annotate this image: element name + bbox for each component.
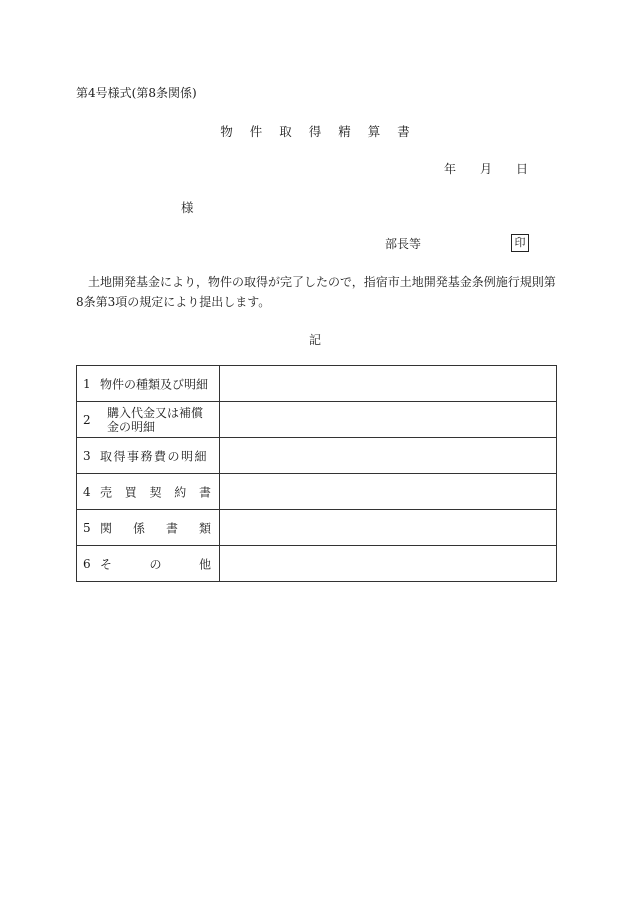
item-label-cell: [77, 474, 220, 510]
table-row: [77, 438, 557, 474]
table-row: [77, 366, 557, 402]
item-value-cell[interactable]: [220, 474, 557, 510]
item-value-cell[interactable]: [220, 510, 557, 546]
item-value-cell[interactable]: [220, 402, 557, 438]
item-value-cell[interactable]: [220, 546, 557, 582]
item-number: 2: [83, 412, 91, 427]
item-value-cell[interactable]: [220, 366, 557, 402]
title-char: 書: [397, 124, 410, 139]
item-label: 購入代金又は補償金の明細: [107, 405, 204, 434]
item-label-char: 書: [165, 521, 178, 535]
seal-mark: 印: [511, 234, 529, 252]
item-number: 5: [83, 520, 91, 535]
table-row: [77, 402, 557, 438]
item-label-char: 関: [100, 521, 113, 535]
item-label-cell: [77, 438, 220, 474]
item-label-cell: [77, 510, 220, 546]
item-value-cell[interactable]: [220, 438, 557, 474]
title-char: 得: [308, 124, 322, 139]
item-label-char: 他: [198, 557, 211, 571]
date-month: 月: [480, 162, 493, 176]
document-title: [0, 122, 630, 140]
item-label-char: の: [149, 557, 162, 571]
title-char: 物: [220, 124, 233, 139]
item-label: [100, 483, 211, 500]
item-label-cell: [77, 402, 220, 438]
title-char: 件: [249, 124, 263, 139]
item-number: 3: [83, 448, 91, 463]
title-char: 取: [279, 124, 292, 139]
item-label-char: 係: [132, 521, 145, 535]
date-year: 年: [444, 162, 457, 176]
title-char: 算: [367, 124, 381, 139]
table-row: [77, 546, 557, 582]
items-table: [76, 365, 557, 582]
item-label-char: 書: [198, 485, 211, 499]
form-number: 第4号様式(第8条関係): [76, 86, 197, 100]
table-row: [77, 510, 557, 546]
item-label: [100, 555, 211, 572]
addressee-suffix: 様: [181, 200, 194, 215]
item-label-char: 契: [149, 485, 162, 499]
body-text: 土地開発基金により，物件の取得が完了したので，指宿市土地開発基金条例施行規則第8条第3項の規定により提出します。: [76, 275, 556, 309]
ki-heading: 記: [308, 333, 321, 347]
item-label: 取得事務費の明細: [100, 449, 209, 463]
item-label-char: 類: [198, 521, 211, 535]
item-label-char: 約: [174, 485, 187, 499]
table-row: [77, 474, 557, 510]
item-number: 1: [83, 376, 91, 391]
item-label-char: 買: [124, 485, 137, 499]
item-label-cell: [77, 546, 220, 582]
sender-title: 部長等: [385, 237, 422, 251]
item-label-cell: [77, 366, 220, 402]
item-label-char: 売: [100, 485, 113, 499]
item-number: 6: [83, 556, 91, 571]
title-char: 精: [338, 124, 351, 139]
date-line: [444, 160, 528, 177]
item-label: 物件の種類及び明細: [100, 377, 209, 391]
date-day: 日: [516, 162, 529, 176]
item-number: 4: [83, 484, 91, 499]
item-label-char: そ: [100, 557, 113, 571]
item-label: [100, 519, 211, 536]
